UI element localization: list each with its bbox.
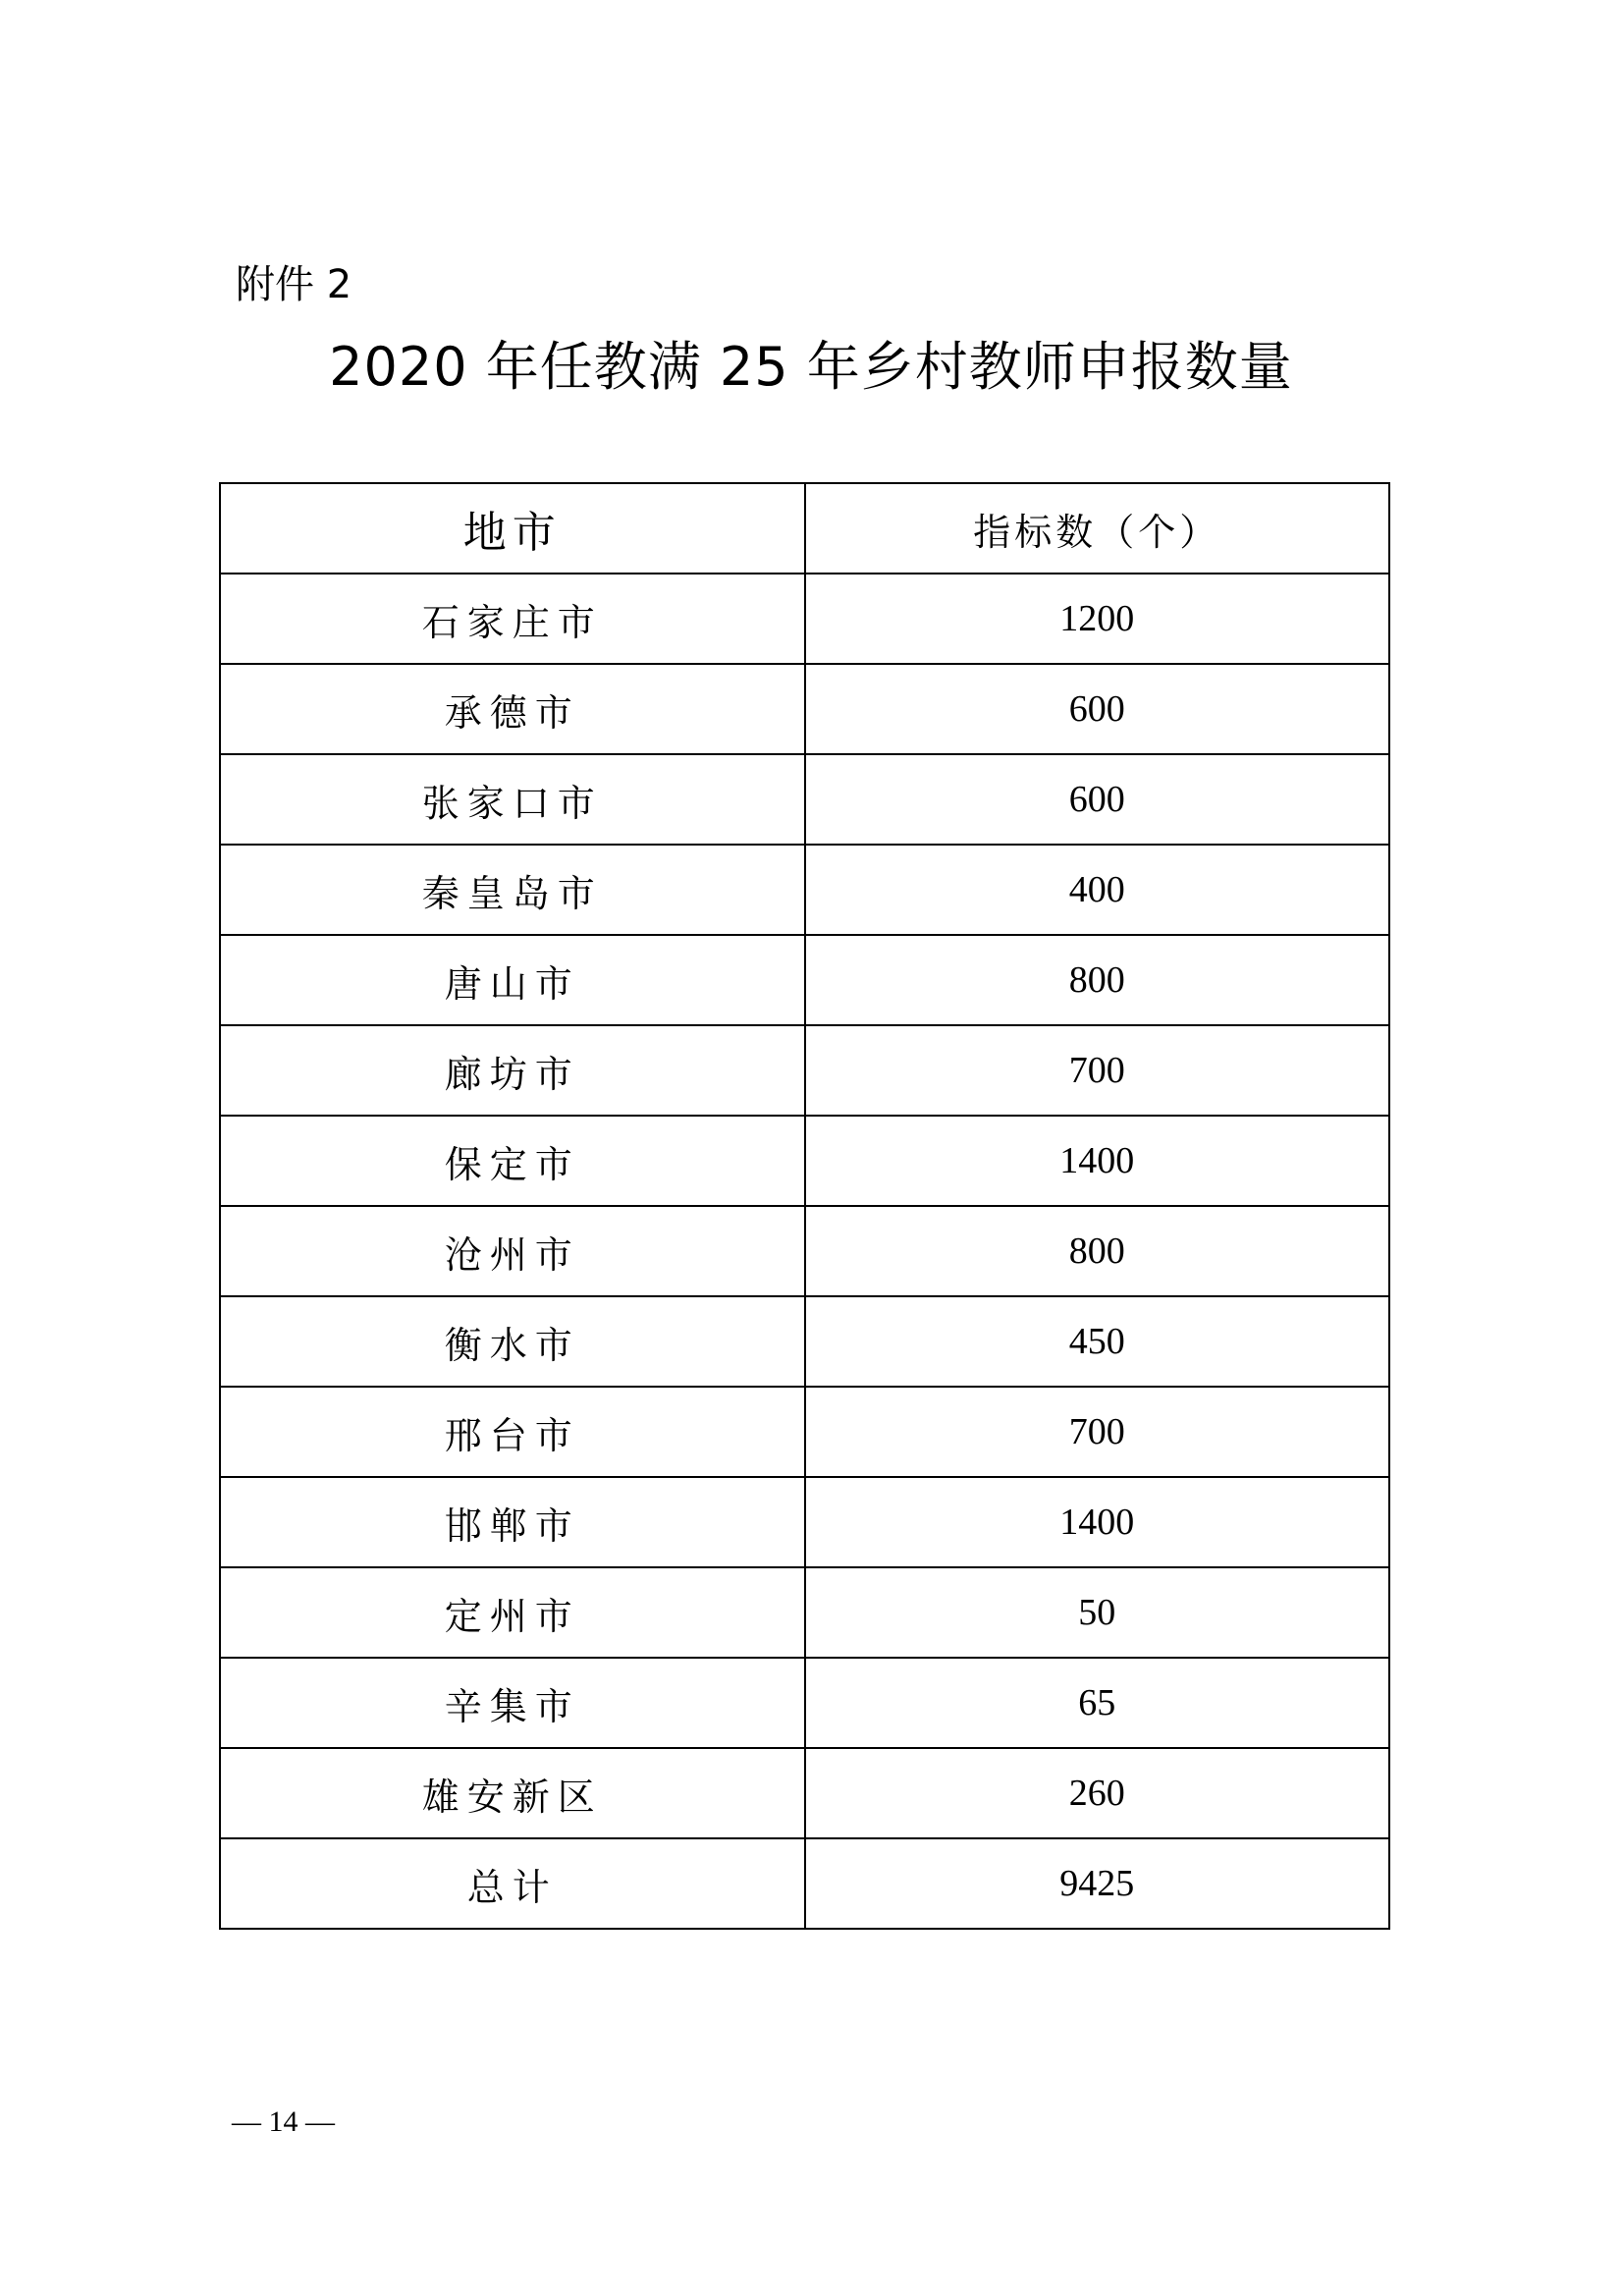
city-cell: 石家庄市 bbox=[220, 574, 805, 664]
city-cell: 承德市 bbox=[220, 664, 805, 754]
city-cell: 雄安新区 bbox=[220, 1748, 805, 1838]
city-cell: 唐山市 bbox=[220, 935, 805, 1025]
count-cell: 700 bbox=[805, 1387, 1390, 1477]
table-row bbox=[220, 1387, 1389, 1477]
count-cell: 1400 bbox=[805, 1116, 1390, 1206]
city-cell: 邯郸市 bbox=[220, 1477, 805, 1567]
header-count: 指标数（个） bbox=[805, 483, 1390, 574]
table-row bbox=[220, 1025, 1389, 1116]
table-row-total bbox=[220, 1838, 1389, 1929]
attachment-label: 附件 2 bbox=[236, 262, 352, 307]
count-cell: 50 bbox=[805, 1567, 1390, 1658]
count-cell: 1200 bbox=[805, 574, 1390, 664]
city-cell: 邢台市 bbox=[220, 1387, 805, 1477]
table-header-row bbox=[220, 483, 1389, 574]
total-count-cell: 9425 bbox=[805, 1838, 1390, 1929]
quota-table bbox=[219, 482, 1390, 1930]
count-cell: 260 bbox=[805, 1748, 1390, 1838]
count-cell: 450 bbox=[805, 1296, 1390, 1387]
table-row bbox=[220, 1116, 1389, 1206]
count-cell: 600 bbox=[805, 754, 1390, 845]
table-row bbox=[220, 1206, 1389, 1296]
count-cell: 1400 bbox=[805, 1477, 1390, 1567]
table-row bbox=[220, 1748, 1389, 1838]
table-row bbox=[220, 1477, 1389, 1567]
table-row bbox=[220, 935, 1389, 1025]
city-cell: 沧州市 bbox=[220, 1206, 805, 1296]
city-cell: 定州市 bbox=[220, 1567, 805, 1658]
city-cell: 辛集市 bbox=[220, 1658, 805, 1748]
city-cell: 廊坊市 bbox=[220, 1025, 805, 1116]
count-cell: 400 bbox=[805, 845, 1390, 935]
table-row bbox=[220, 845, 1389, 935]
city-cell: 秦皇岛市 bbox=[220, 845, 805, 935]
document-title: 2020 年任教满 25 年乡村教师申报数量 bbox=[329, 336, 1293, 398]
city-cell: 保定市 bbox=[220, 1116, 805, 1206]
count-cell: 65 bbox=[805, 1658, 1390, 1748]
table-row bbox=[220, 1296, 1389, 1387]
city-cell: 衡水市 bbox=[220, 1296, 805, 1387]
count-cell: 800 bbox=[805, 1206, 1390, 1296]
total-label-cell: 总计 bbox=[220, 1838, 805, 1929]
count-cell: 600 bbox=[805, 664, 1390, 754]
table-row bbox=[220, 754, 1389, 845]
count-cell: 700 bbox=[805, 1025, 1390, 1116]
table-row bbox=[220, 574, 1389, 664]
count-cell: 800 bbox=[805, 935, 1390, 1025]
city-cell: 张家口市 bbox=[220, 754, 805, 845]
table-row bbox=[220, 1567, 1389, 1658]
header-city: 地市 bbox=[220, 483, 805, 574]
table-row bbox=[220, 664, 1389, 754]
table-row bbox=[220, 1658, 1389, 1748]
page-number: — 14 — bbox=[232, 2105, 335, 2138]
